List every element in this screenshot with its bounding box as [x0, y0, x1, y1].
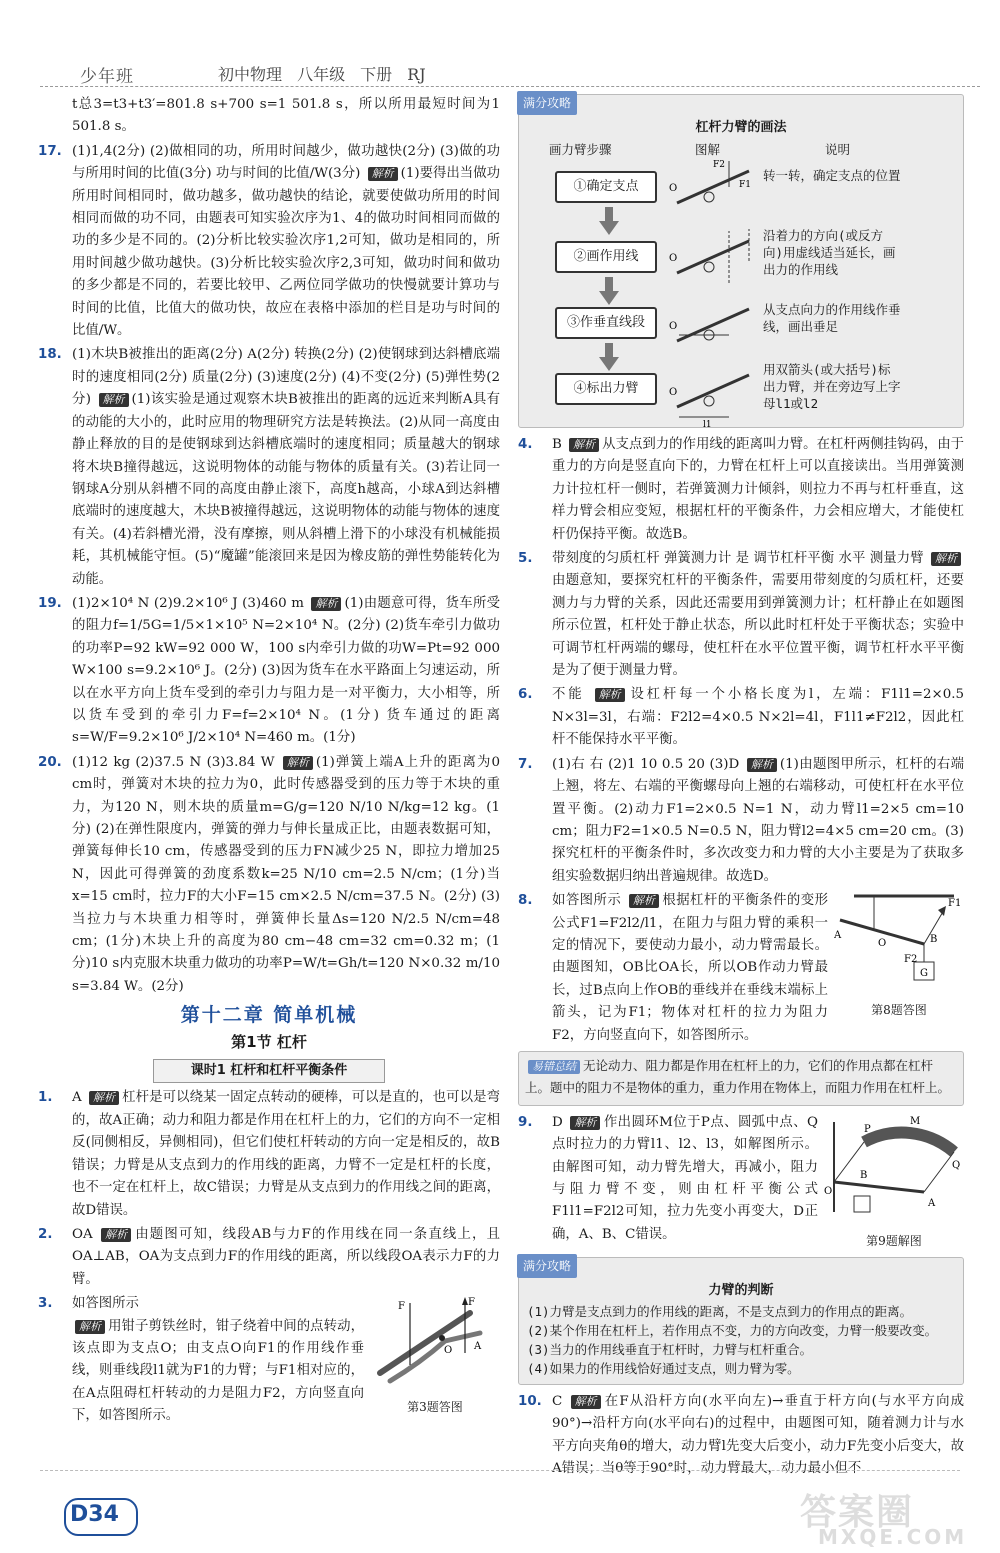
- analysis-tag: 解析: [101, 1228, 131, 1242]
- svg-text:M: M: [910, 1115, 921, 1127]
- analysis-text: 作出圆环M位于P点、圆弧中点、Q点时拉力的力臂l1、l2、l3，如解图所示。由解图可知，动力臂先增大，再减小，阻力与阻力臂不变，则由杠杆平衡公式F1l1=F2l2可知，拉力先变小再变大，D正确，A、B、C错误。: [552, 1114, 818, 1242]
- figure-caption: 第9题解图: [866, 1234, 922, 1249]
- series-logo: 少年班: [80, 67, 134, 87]
- answer-text: 如答图所示: [552, 893, 622, 909]
- svg-text:O: O: [824, 1185, 833, 1197]
- svg-text:F1: F1: [948, 898, 962, 910]
- svg-text:G: G: [920, 968, 928, 980]
- svg-text:O: O: [669, 253, 678, 264]
- down-arrow-icon: [605, 277, 613, 291]
- analysis-tag: 解析: [283, 756, 313, 770]
- arc-ring-diagram: [824, 1112, 964, 1222]
- section-title: 第1节 杠杆: [231, 1032, 307, 1051]
- answer-text: B: [552, 437, 562, 452]
- lever-diagram-1: [669, 157, 759, 217]
- answer-3: [38, 1293, 500, 1427]
- down-arrow-icon: [605, 343, 613, 357]
- mistake-text: 无论动力、阻力都是作用在杠杆上的力，它们的作用点都在杠杆上。题中的阻力不是物体的重力，重力作用在物体上，而阻力作用在杠杆上。: [525, 1057, 951, 1096]
- down-arrow-icon: [605, 207, 613, 221]
- question-number: 19.: [38, 595, 62, 611]
- left-column: [38, 94, 500, 1430]
- analysis-text: 用钳子剪铁丝时，钳子绕着中间的点转动，该点即为支点O；由支点O向F1的作用线作垂线，则垂线段l1就为F1的力臂；与F1相对应的，在A点阻碍杠杆转动的力是阻力F2，方向竖直向下，如答图所示。: [72, 1318, 364, 1424]
- col-head-desc: 说明: [825, 142, 851, 157]
- analysis-text: 设杠杆每一个小格长度为l，左端：F1l1=2×0.5 N×3l=3l，右端：F2l2=4×0.5 N×2l=4l，F1l1≠F2l2，因此杠杆不能保持水平平衡。: [552, 687, 964, 748]
- answer-10: [518, 1391, 964, 1481]
- analysis-text: (1)由题意可得，货车所受的阻力f=1/5G=1/5×1×10⁵ N=2×10⁴ N。(2分) (2)货车牵引力做功的功率P=92 kW=92 000 W，100 s内牵引力做的功W=Pt=92 000 W×100 s=9.2×10⁶ J。(2分) (3)因为货车在水平路面上匀速运动，所以在水平方向上货车受到的牵引力与阻力是一对平衡力，大小相等，所以货车受到的牵引力F=f=2×10⁴ N。(1分) 货车通过的距离s=W/F=9.2×10⁶ J/2×10⁴ N=460 m。(1分): [72, 595, 500, 746]
- analysis-text: 从支点到力的作用线的距离叫力臂。在杠杆两侧挂钩码，由于重力的方向是竖直向下的，力臂在杠杆上可以直接读出。当用弹簧测力计拉杠杆一侧时，若弹簧测力计倾斜，则拉力不再与杠杆垂直，这样力臂会相应变短，根据杠杆的平衡条件，力会相应增大，才能使杠杆仍保持平衡。故选B。: [552, 437, 965, 542]
- figure-8: [834, 890, 964, 1021]
- analysis-text: 根据杠杆的平衡条件的变形公式F1=F2l2/l1，在阻力与阻力臂的乘积一定的情况下，要使动力最小，动力臂需最长。由题图知，OB比OA长，所以OB作动力臂最长，过B点向上作OB的垂线并在垂线末端标上箭头，记为F1；物体对杠杆的拉力为阻力F2，方向竖直向下，如答图所示。: [552, 893, 829, 1043]
- answer-text: t总3=t3+t3′=801.8 s+700 s=1 501.8 s，所以所用最短时间为1 501.8 s。: [72, 97, 500, 135]
- svg-text:F1: F1: [739, 180, 751, 190]
- svg-text:O: O: [669, 321, 678, 332]
- chapter-title: 第十二章 简单机械: [180, 1004, 358, 1027]
- tip-point: (2)某个作用在杠杆上，若作用点不变，力的方向改变，力臂一般要改变。: [527, 1323, 938, 1338]
- svg-text:O: O: [669, 387, 678, 398]
- question-number: 8.: [518, 893, 533, 909]
- svg-text:Q: Q: [952, 1159, 961, 1171]
- analysis-tag: 解析: [75, 1320, 105, 1334]
- answer-20: [38, 752, 500, 998]
- mistake-tag: 易错总结: [528, 1060, 580, 1074]
- analysis-tag: 解析: [571, 1395, 601, 1409]
- question-number: 1.: [38, 1090, 53, 1106]
- watermark: 答案圈: [800, 1492, 915, 1533]
- analysis-tag: 解析: [99, 393, 129, 407]
- col-head-steps: 画力臂步骤: [549, 142, 612, 157]
- lever-diagram-4: [669, 361, 759, 427]
- answer-4: [518, 434, 964, 546]
- strategy-box-lever-arm: [518, 94, 964, 428]
- analysis-tag: 解析: [570, 1116, 600, 1130]
- svg-text:A: A: [834, 930, 842, 942]
- figure-9: [824, 1112, 964, 1253]
- analysis-tag: 解析: [311, 597, 341, 611]
- step-desc: 转一转，确定支点的位置: [763, 168, 901, 183]
- analysis-tag: 解析: [89, 1091, 119, 1105]
- lesson-title: 课时1 杠杆和杠杆平衡条件: [153, 1059, 385, 1083]
- svg-text:F2: F2: [713, 160, 725, 170]
- answer-9: [518, 1112, 964, 1253]
- question-number: 17.: [38, 143, 62, 159]
- step-box: ②画作用线: [555, 241, 657, 273]
- common-mistake-box: [518, 1051, 964, 1106]
- answer-18: [38, 344, 500, 590]
- question-number: 6.: [518, 687, 533, 703]
- step-desc: 从支点向力的作用线作垂线，画出垂足: [763, 302, 901, 334]
- answer-2: [38, 1224, 500, 1291]
- answer-text: 带刻度的匀质杠杆 弹簧测力计 是 调节杠杆平衡 水平 测量力臂: [552, 551, 924, 567]
- answer-text: 如答图所示: [72, 1296, 139, 1312]
- svg-text:F: F: [398, 1301, 405, 1313]
- svg-text:F: F: [468, 1297, 475, 1309]
- question-number: 4.: [518, 437, 533, 452]
- answer-text: (1)12 kg (2)37.5 N (3)3.84 W: [72, 754, 275, 770]
- answer-text: D: [552, 1114, 563, 1130]
- down-arrow-icon: [599, 221, 619, 235]
- page-number: D34: [70, 1502, 119, 1527]
- tip-point: (3)当力的作用线垂直于杠杆时，力臂与杠杆重合。: [527, 1342, 813, 1357]
- right-column: [518, 94, 964, 1483]
- analysis-text: 在F从沿杆方向(水平向左)→垂直于杆方向(与水平方向成90°)→沿杆方向(水平向右)的过程中，由题图可知，随着测力计与水平方向夹角θ的增大，动力臂l先变大后变小，动力F先变小后变大，故A错误；当θ等于90°时，动力臂最大，动力最小但不: [552, 1394, 964, 1477]
- step-box: ④标出力臂: [555, 373, 657, 405]
- answer-text: C: [552, 1394, 563, 1409]
- answer-19: [38, 593, 500, 750]
- answer-text: (1)1,4(2分) (2)做相同的功，所用时间越少，做功越快(2分) (3)做的功与所用时间的比值(3分) 功与时间的比值/W(3分): [72, 143, 500, 182]
- svg-text:B: B: [930, 934, 938, 946]
- question-number: 10.: [518, 1394, 542, 1409]
- svg-text:A: A: [474, 1341, 482, 1353]
- box-title: 杠杆力臂的画法: [695, 120, 787, 135]
- svg-text:O: O: [444, 1345, 453, 1357]
- lever-diagram-3: [669, 295, 759, 355]
- answer-text: (1)2×10⁴ N (2)9.2×10⁶ J (3)460 m: [72, 595, 304, 611]
- answer-text: OA: [72, 1226, 93, 1242]
- analysis-tag: 解析: [595, 688, 625, 702]
- analysis-text: (1)该实验是通过观察木块B被推出的距离的远近来判断A具有的动能的大小的，此时应用的物理研究方法是转换法。(2)从同一高度由静止释放的目的是使钢球到达斜槽底端时的速度相同；质量越大的钢球将木块B撞得越远，这说明物体的动能与物体的质量有关。(3)若让同一钢球A分别从斜槽不同的高度由静止滚下，高度h越高，小球A到达斜槽底端时的速度越大，木块B被撞得越远，这说明物体的动能与物体的速度有关。(4)若斜槽光滑，没有摩擦，则从斜槽上滑下的小球没有机械能损耗，其机械能守恒。(5)“魔罐”能滚回来是因为橡皮筋的弹性势能转化为动能。: [72, 392, 500, 587]
- step-box: ①确定支点: [555, 171, 657, 203]
- question-number: 5.: [518, 551, 533, 567]
- watermark-url: MXQE.COM: [818, 1525, 968, 1549]
- analysis-text: (1)要得出当做功所用时间相同时，做功越多，做功越快的结论，就要使做功所用的时间相同而做的功不同，由题表可知实验次序为1、4的做功时间相同而做的功的多少是不同的。(2)分析比较实验次序1,2可知，做功是相同的，所用时间越少做功越快。(3)分析比较实验次序2,3可知，做功时间和做功的多少都是不同的，若要比较甲、乙两位同学做功的快慢就要计算功与时间的比值，比值大的做功快，故应在表格中添加的栏目是功与时间的比值/W。: [72, 166, 501, 339]
- svg-text:O: O: [669, 183, 678, 194]
- question-number: 20.: [38, 754, 62, 770]
- answer-1: [38, 1087, 500, 1221]
- strategy-box-lever-judgment: [518, 1257, 964, 1385]
- answer-text: (1)木块B被推出的距离(2分) A(2分) 转换(2分) (2)使钢球到达斜槽底端时的速度相同(2分) 质量(2分) (3)速度(2分) (4)不变(2分) (5)弹性势(2分): [72, 347, 500, 408]
- figure-caption: 第8题答图: [871, 1002, 927, 1017]
- question-number: 7.: [518, 756, 533, 772]
- answer-17: [38, 141, 500, 343]
- col-head-figure: 图解: [695, 142, 721, 157]
- tip-point: (1)力臂是支点到力的作用线的距离，不是支点到力的作用点的距离。: [527, 1304, 913, 1319]
- box-title: 力臂的判断: [708, 1282, 774, 1298]
- question-number: 18.: [38, 347, 62, 363]
- tip-point: (4)如果力的作用线恰好通过支点，则力臂为零。: [527, 1361, 800, 1376]
- down-arrow-icon: [599, 357, 619, 371]
- figure-3: [370, 1293, 500, 1418]
- pliers-diagram: [370, 1293, 500, 1387]
- answer-text: 不能: [552, 687, 585, 703]
- analysis-text: (1)弹簧上端A上升的距离为0 cm时，弹簧对木块的拉力为0，此时传感器受到的压力等于木块的重力，为120 N，则木块的质量m=G/g=120 N/10 N/kg=12 kg。(1分) (2)在弹性限度内，弹簧的弹力与伸长量成正比，由题表数据可知，弹簧每伸长10 cm，传感器受到的压力FN减少25 N，即拉力增加25 N，因此可得弹簧的劲度系数k=25 N/10 cm=2.5 N/cm；(1分)当x=15 cm时，拉力F的大小F=15 cm×2.5 N/cm=37.5 N。(2分) (3)当拉力与木块重力相等时，弹簧伸长量Δs=120 N/2.5 N/cm=48 cm；(1分)木块上升的高度为80 cm−48 cm=32 cm=0.32 m；(1分)10 s内克服木块重力做功的功率P=W/t=Gh/t=120 N×0.32 m/10 s=3.84 W。(2分): [72, 754, 500, 994]
- question-number: 2.: [38, 1226, 53, 1242]
- analysis-tag: 解析: [629, 894, 659, 908]
- answer-text: (1)右 右 (2)1 10 0.5 20 (3)D: [552, 756, 740, 772]
- answer-6: [518, 684, 964, 751]
- analysis-text: 由题意知，要探究杠杆的平衡条件，需要用带刻度的匀质杠杆，还要测力与力臂的关系，因此还需要用到弹簧测力计；杠杆静止在如题图所示位置，杠杆处于静止状态，所以此时杠杆处于平衡状态；实验中可调节杠杆两端的螺母，使杠杆在水平位置平衡，调节杠杆水平平衡是为了便于测量力臂。: [552, 573, 964, 679]
- svg-text:B: B: [860, 1169, 868, 1181]
- question-number: 9.: [518, 1114, 533, 1130]
- answer-5: [518, 548, 964, 682]
- step-box: ③作垂直线段: [555, 307, 657, 339]
- strategy-tag: 满分攻略: [517, 91, 577, 115]
- answer-8: [518, 890, 964, 1047]
- down-arrow-icon: [599, 291, 619, 305]
- question-number: 3.: [38, 1296, 53, 1312]
- analysis-text: (1)由题图甲所示，杠杆的右端上翘，将左、右端的平衡螺母向上翘的右端移动，可使杠杆在水平位置平衡。(2)动力F1=2×0.5 N=1 N，动力臂l1=2×5 cm=10 cm；阻力F2=1×0.5 N=0.5 N，阻力臂l2=4×5 cm=20 cm。(3)探究杠杆的平衡条件时，多次改变力和力臂的大小主要是为了获取多组实验数据归纳出普遍规律。故选D。: [552, 756, 964, 884]
- svg-text:F2: F2: [904, 954, 918, 966]
- svg-text:P: P: [864, 1123, 871, 1135]
- analysis-tag: 解析: [931, 552, 961, 566]
- lever-g-diagram: [834, 890, 964, 990]
- svg-text:A: A: [928, 1197, 936, 1209]
- header-divider: [40, 86, 980, 87]
- step-desc: 沿着力的方向(或反方向)用虚线适当延长，画出力的作用线: [763, 228, 896, 277]
- lever-diagram-2: [669, 227, 759, 287]
- footer-divider: [40, 1470, 960, 1471]
- strategy-tag: 满分攻略: [517, 1254, 577, 1278]
- figure-caption: 第3题答图: [407, 1399, 463, 1414]
- analysis-tag: 解析: [747, 758, 777, 772]
- answer-text: A: [72, 1090, 82, 1106]
- breadcrumb: 初中物理 八年级 下册 RJ: [218, 65, 426, 84]
- page-header: [40, 40, 980, 100]
- analysis-tag: 解析: [368, 167, 398, 181]
- analysis-tag: 解析: [569, 438, 599, 452]
- answer-16-tail: [38, 94, 500, 139]
- analysis-text: 由题图可知，线段AB与力F的作用线在同一条直线上，且OA⊥AB，OA为支点到力F的作用线的距离，所以线段OA表示力F的力臂。: [72, 1226, 500, 1287]
- answer-7: [518, 754, 964, 888]
- analysis-text: 杠杆是可以绕某一固定点转动的硬棒，可以是直的，也可以是弯的，故A正确；动力和阻力都是作用在杠杆上的力，它们的方向不一定相反(同侧相反，异侧相同)，但它们使杠杆转动的方向一定是相反的，故B错误；力臂是从支点到力的作用线的距离，力臂不一定是杠杆的长度，也不一定在杠杆上，故C错误；力臂是从支点到力的作用线之间的距离，故D错误。: [72, 1090, 500, 1218]
- svg-text:O: O: [878, 938, 887, 950]
- step-desc: 用双箭头(或大括号)标出力臂，并在旁边写上字母l1或l2: [763, 362, 901, 411]
- svg-text:l1: l1: [703, 420, 712, 427]
